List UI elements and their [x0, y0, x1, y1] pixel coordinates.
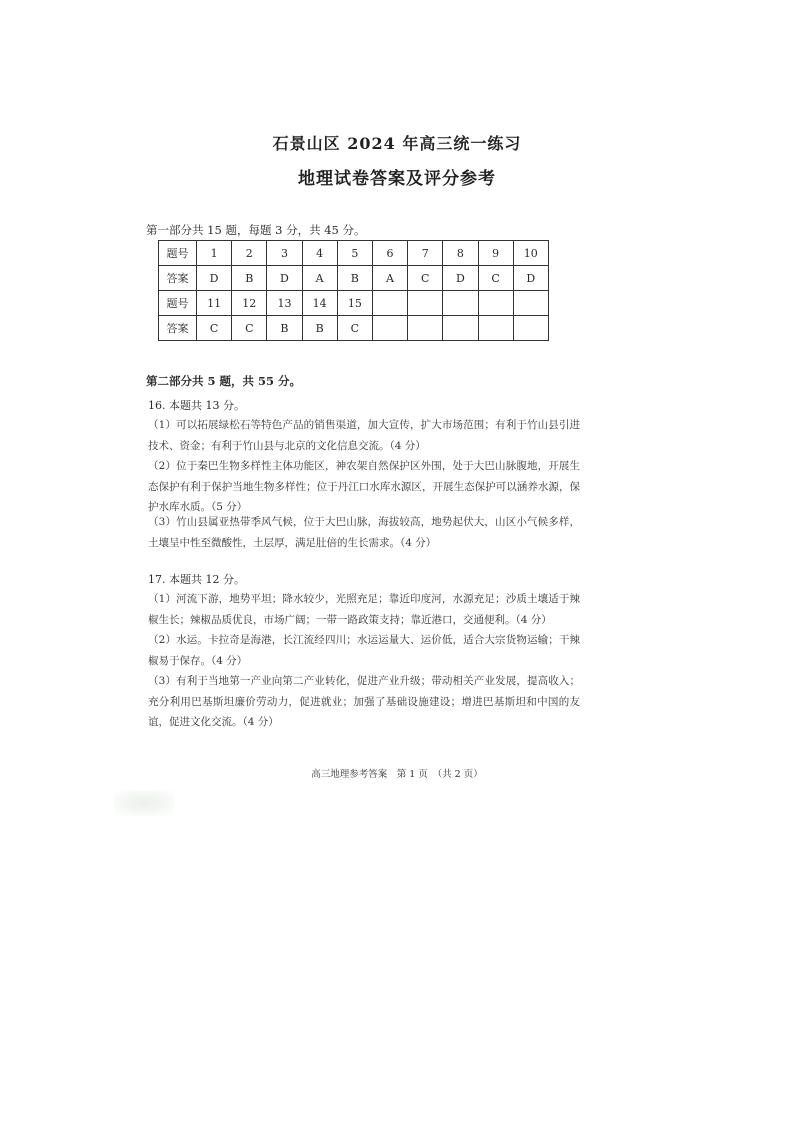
- question-number: 8: [443, 241, 478, 266]
- answer-table: [158, 240, 549, 341]
- question-17-heading: 17. 本题共 12 分。: [148, 573, 245, 586]
- question-16-answer-2: （2）位于秦巴生物多样性主体功能区，神农架自然保护区外围，处于大巴山脉腹地，开展生态保护有利于保护当地生物多样性；位于丹江口水库水源区，开展生态保护可以涵养水源，保护水库水质。（5 分）: [148, 460, 580, 513]
- row-label: 题号: [159, 291, 197, 316]
- page-footer: 高三地理参考答案 第 1 页 （共 2 页）: [311, 769, 483, 780]
- question-16-answer-3: （3）竹山县属亚热带季风气候，位于大巴山脉，海拔较高，地势起伏大，山区小气候多样，土壤呈中性至微酸性，土层厚，满足肚倍的生长需求。（4 分）: [148, 516, 580, 549]
- table-row: [159, 241, 549, 266]
- answer-cell: D: [513, 266, 548, 291]
- question-number: 9: [478, 241, 513, 266]
- row-label: 答案: [159, 266, 197, 291]
- answer-cell: B: [232, 266, 267, 291]
- empty-cell: [513, 316, 548, 341]
- exam-subtitle: 地理试卷答案及评分参考: [298, 169, 496, 189]
- answer-cell: B: [337, 266, 372, 291]
- question-number: 15: [337, 291, 372, 316]
- empty-cell: [408, 291, 443, 316]
- answer-cell: D: [443, 266, 478, 291]
- answer-cell: D: [197, 266, 232, 291]
- question-16-answer-1: （1）可以拓展绿松石等特色产品的销售渠道，加大宣传，扩大市场范围；有利于竹山县引进技术、资金；有利于竹山县与北京的文化信息交流。（4 分）: [148, 419, 580, 452]
- question-number: 5: [337, 241, 372, 266]
- empty-cell: [478, 316, 513, 341]
- answer-cell: D: [267, 266, 302, 291]
- question-17-answer-3: （3）有利于当地第一产业向第二产业转化，促进产业升级；带动相关产业发展，提高收入；充分利用巴基斯坦廉价劳动力，促进就业；加强了基础设施建设；增进巴基斯坦和中国的友谊，促进文化交流。（4 分）: [148, 675, 580, 728]
- answer-cell: C: [408, 266, 443, 291]
- question-17-answer-1: （1）河流下游，地势平坦；降水较少，光照充足；靠近印度河，水源充足；沙质土壤适于辣椒生长；辣椒品质优良，市场广阔；一带一路政策支持；靠近港口，交通便利。（4 分）: [148, 593, 580, 626]
- answer-cell: B: [267, 316, 302, 341]
- empty-cell: [443, 316, 478, 341]
- scan-smudge: [114, 790, 174, 816]
- answer-cell: C: [197, 316, 232, 341]
- empty-cell: [372, 316, 407, 341]
- part2-heading: 第二部分共 5 题，共 55 分。: [146, 374, 302, 388]
- answer-cell: A: [302, 266, 337, 291]
- answer-cell: C: [232, 316, 267, 341]
- question-number: 10: [513, 241, 548, 266]
- exam-title: 石景山区 2024 年高三统一练习: [272, 134, 522, 153]
- empty-cell: [372, 291, 407, 316]
- empty-cell: [408, 316, 443, 341]
- table-row: [159, 316, 549, 341]
- part1-heading: 第一部分共 15 题，每题 3 分，共 45 分。: [146, 223, 366, 237]
- question-number: 11: [197, 291, 232, 316]
- answer-cell: B: [302, 316, 337, 341]
- row-label: 题号: [159, 241, 197, 266]
- question-number: 4: [302, 241, 337, 266]
- question-number: 1: [197, 241, 232, 266]
- table-row: [159, 266, 549, 291]
- question-16-heading: 16. 本题共 13 分。: [148, 399, 245, 412]
- question-number: 14: [302, 291, 337, 316]
- answer-cell: A: [372, 266, 407, 291]
- question-number: 6: [372, 241, 407, 266]
- question-number: 2: [232, 241, 267, 266]
- question-number: 3: [267, 241, 302, 266]
- empty-cell: [513, 291, 548, 316]
- empty-cell: [478, 291, 513, 316]
- answer-cell: C: [478, 266, 513, 291]
- question-17-answer-2: （2）水运。卡拉奇是海港，长江流经四川；水运运量大、运价低，适合大宗货物运输；干辣椒易于保存。（4 分）: [148, 634, 580, 667]
- question-number: 13: [267, 291, 302, 316]
- answer-cell: C: [337, 316, 372, 341]
- table-row: [159, 291, 549, 316]
- question-number: 12: [232, 291, 267, 316]
- question-number: 7: [408, 241, 443, 266]
- row-label: 答案: [159, 316, 197, 341]
- empty-cell: [443, 291, 478, 316]
